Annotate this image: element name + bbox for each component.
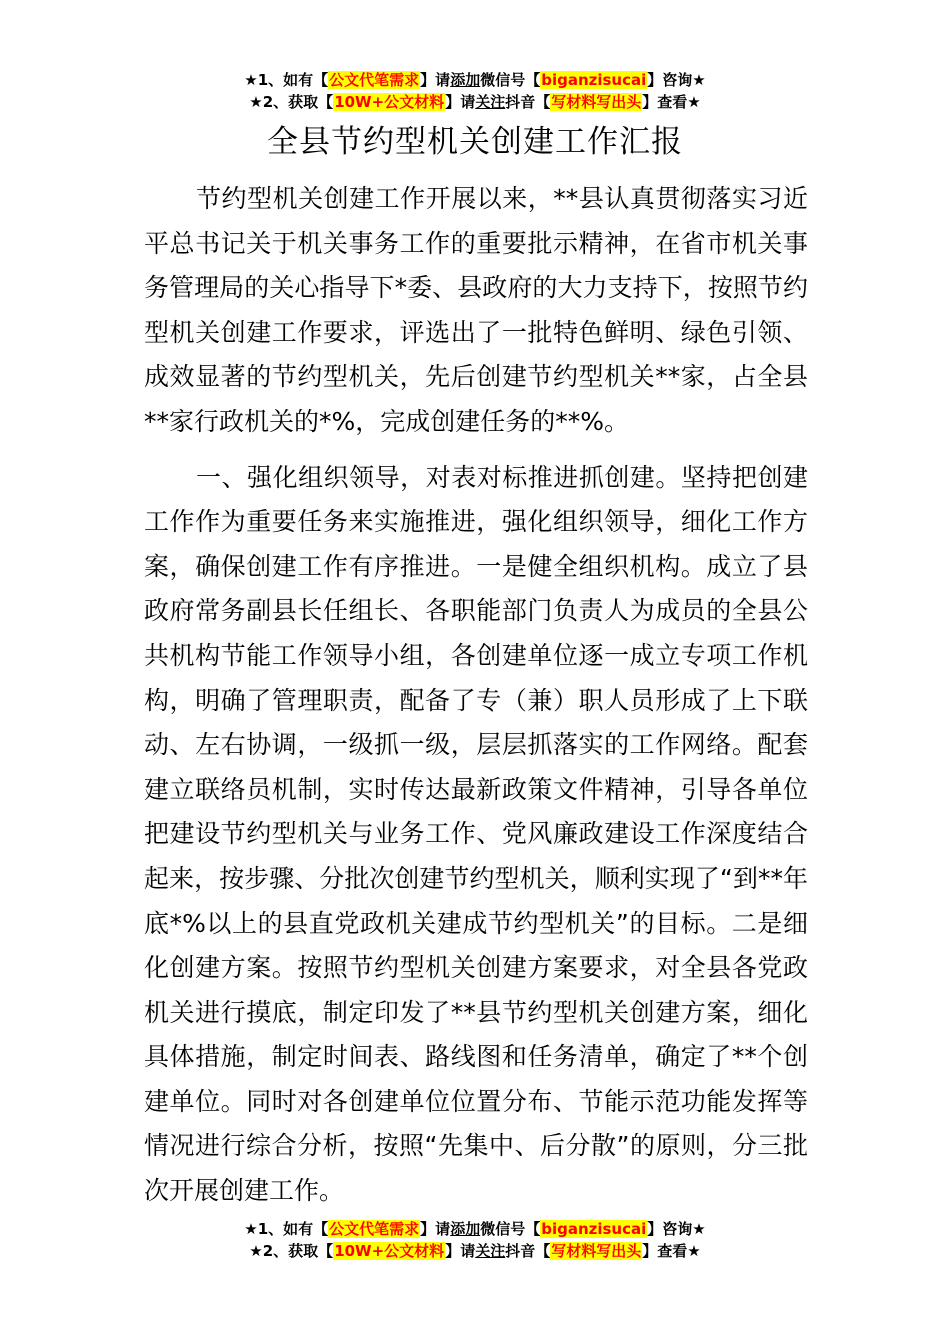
promo-banner-bottom xyxy=(0,1218,950,1262)
promo-text: ★2、获取【 xyxy=(249,1242,334,1260)
paragraph: 节约型机关创建工作开展以来，**县认真贯彻落实习近平总书记关于机关事务工作的重要批示精神，在省市机关事务管理局的关心指导下*委、县政府的大力支持下，按照节约型机关创建工作要求，评选出了一批特色鲜明、绿色引领、成效显著的节约型机关，先后创建节约型机关**家，占全县**家行政机关的*%，完成创建任务的**%。 xyxy=(144,184,808,436)
promo-line-1 xyxy=(0,69,950,91)
promo-text: 】请 xyxy=(420,71,451,89)
promo-highlight: 写材料写出头 xyxy=(551,93,642,111)
promo-highlight: biganzisucai xyxy=(541,1220,647,1238)
promo-line-1 xyxy=(0,1218,950,1240)
promo-text: ★1、如有【 xyxy=(244,1220,329,1238)
promo-text: 微信号【 xyxy=(480,71,541,89)
promo-text: 】查看★ xyxy=(642,1242,701,1260)
promo-underlined-text: 添加 xyxy=(450,1220,481,1238)
promo-text: 】请 xyxy=(445,93,476,111)
promo-highlight: 公文代笔需求 xyxy=(329,71,420,89)
promo-highlight: 公文代笔需求 xyxy=(329,1220,420,1238)
promo-underlined-text: 添加 xyxy=(450,71,481,89)
promo-line-2 xyxy=(0,91,950,113)
promo-highlight: biganzisucai xyxy=(541,71,647,89)
promo-text: 抖音【 xyxy=(505,1242,551,1260)
promo-underlined-text: 关注 xyxy=(475,93,506,111)
promo-underlined-text: 关注 xyxy=(475,1242,506,1260)
promo-text: 】查看★ xyxy=(642,93,701,111)
promo-text: 微信号【 xyxy=(480,1220,541,1238)
promo-banner-top xyxy=(0,69,950,113)
document-title: 全县节约型机关创建工作汇报 xyxy=(267,124,683,160)
paragraph: 一、强化组织领导，对表对标推进抓创建。坚持把创建工作作为重要任务来实施推进，强化组织领导，细化工作方案，确保创建工作有序推进。一是健全组织机构。成立了县政府常务副县长任组长、各职能部门负责人为成员的全县公共机构节能工作领导小组，各创建单位逐一成立专项工作机构，明确了管理职责，配备了专（兼）职人员形成了上下联动、左右协调，一级抓一级，层层抓落实的工作网络。配套建立联络员机制，实时传达最新政策文件精神，引导各单位把建设节约型机关与业务工作、党风廉政建设工作深度结合起来，按步骤、分批次创建节约型机关，顺利实现了“到**年底*%以上的县直党政机关建成节约型机关”的目标。二是细化创建方案。按照节约型机关创建方案要求，对全县各党政机关进行摸底，制定印发了**县节约型机关创建方案，细化具体措施，制定时间表、路线图和任务清单，确定了**个创建单位。同时对各创建单位位置分布、节能示范功能发挥等情况进行综合分析，按照“先集中、后分散”的原则，分三批次开展创建工作。 xyxy=(144,462,808,1206)
document-body xyxy=(144,177,808,1225)
promo-text: 】咨询★ xyxy=(647,1220,706,1238)
promo-text: 】请 xyxy=(420,1220,451,1238)
promo-text: ★2、获取【 xyxy=(249,93,334,111)
promo-highlight: 10W+公文材料 xyxy=(334,93,445,111)
promo-text: 抖音【 xyxy=(505,93,551,111)
promo-text: 】请 xyxy=(445,1242,476,1260)
promo-highlight: 10W+公文材料 xyxy=(334,1242,445,1260)
promo-line-2 xyxy=(0,1240,950,1262)
promo-text: 】咨询★ xyxy=(647,71,706,89)
promo-text: ★1、如有【 xyxy=(244,71,329,89)
promo-highlight: 写材料写出头 xyxy=(551,1242,642,1260)
